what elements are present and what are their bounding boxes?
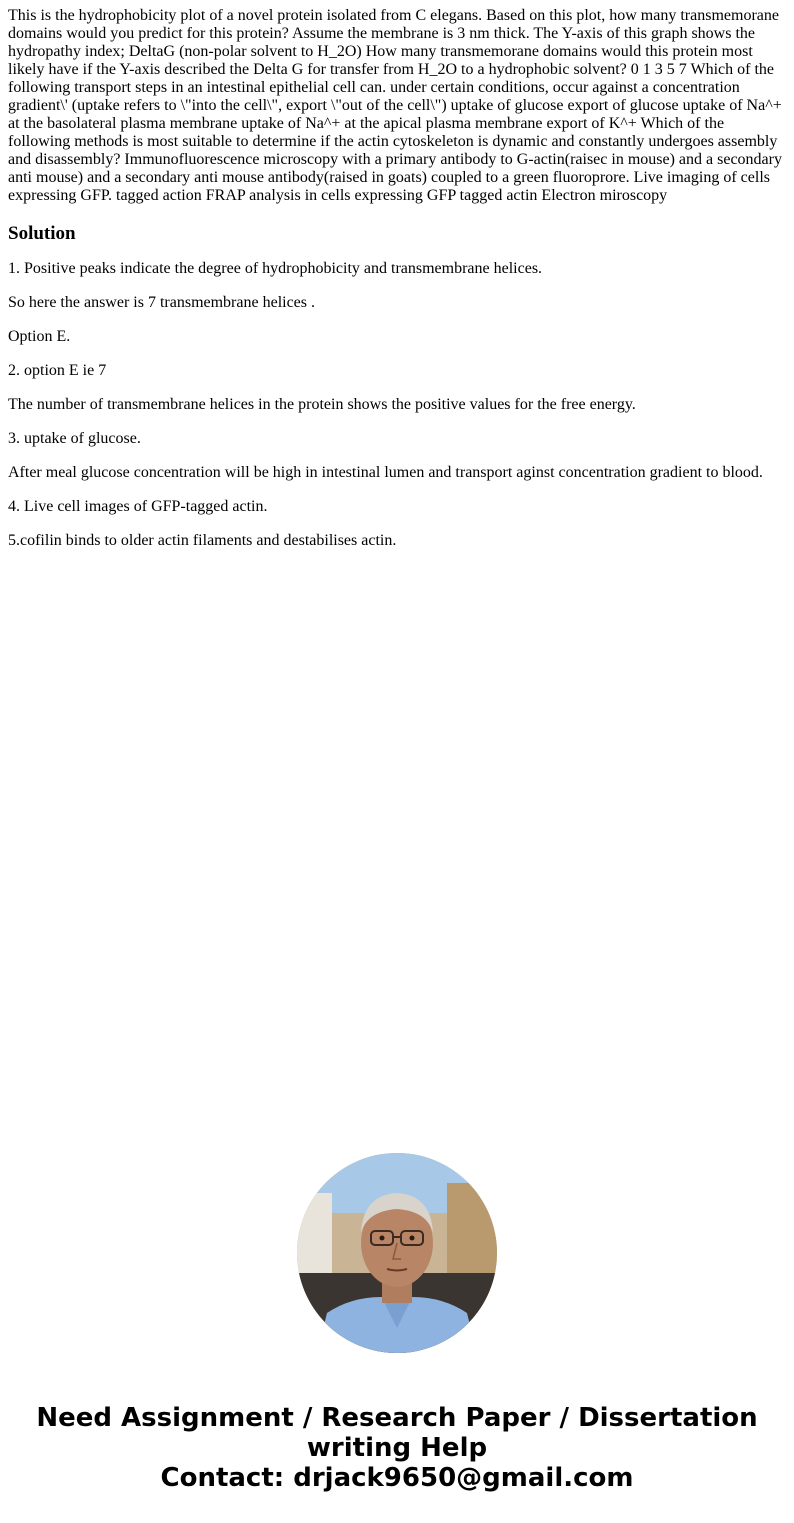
footer-contact: Contact: drjack9650@gmail.com — [160, 1463, 634, 1493]
footer-line: Need Assignment / Research Paper / Dissertation — [36, 1403, 758, 1433]
answer-paragraph: Option E. — [8, 328, 71, 345]
answer-paragraph: 4. Live cell images of GFP-tagged actin. — [8, 498, 268, 515]
avatar-photo — [297, 1153, 497, 1353]
answer-paragraph: The number of transmembrane helices in the protein shows the positive values for the free energy. — [8, 396, 636, 413]
answer-paragraph: 3. uptake of glucose. — [8, 430, 141, 447]
solution-answers — [8, 260, 786, 550]
question-text: This is the hydrophobicity plot of a novel protein isolated from C elegans. Based on this plot, how many transmemorane domains would you predict for this protein? Assume the membrane is 3 nm thick. The Y-axis of this graph shows the hydropathy index; DeltaG (non-polar solvent to H_2O) How many transmemorane domains would this protein most likely have if the Y-axis described the Delta G for transfer from H_2O to a hydrophobic solvent? 0 1 3 5 7 Which of the following transport steps in an intestinal epithelial cell can. under certain conditions, occur against a concentration gradient\' (uptake refers to \"into the cell\", export \"out of the cell\") uptake of glucose export of glucose uptake of Na^+ at the basolateral plasma membrane uptake of Na^+ at the apical plasma membrane export of K^+ Which of the following methods is most suitable to determine if the actin cytoskeleton is dynamic and constantly undergoes assembly and disassembly? Immunofluorescence microscopy with a primary antibody to G-actin(raisec in mouse) and a secondary anti mouse) and a secondary anti mouse antibody(raised in goats) coupled to a green fluoroprore. Live imaging of cells expressing GFP. tagged action FRAP analysis in cells expressing GFP tagged actin Electron miroscopy — [8, 7, 782, 204]
answer-paragraph: 2. option E ie 7 — [8, 362, 107, 379]
solution-heading: Solution — [8, 223, 76, 244]
answer-paragraph: So here the answer is 7 transmembrane helices . — [8, 294, 316, 311]
footer-line: writing Help — [306, 1433, 488, 1463]
answer-paragraph: 1. Positive peaks indicate the degree of hydrophobicity and transmembrane helices. — [8, 260, 543, 277]
document-body — [8, 7, 786, 566]
author-avatar — [297, 1153, 497, 1353]
answer-paragraph: After meal glucose concentration will be high in intestinal lumen and transport aginst concentration gradient to blood. — [8, 464, 763, 481]
promo-footer — [0, 1403, 794, 1493]
answer-paragraph: 5.cofilin binds to older actin filaments and destabilises actin. — [8, 532, 397, 549]
